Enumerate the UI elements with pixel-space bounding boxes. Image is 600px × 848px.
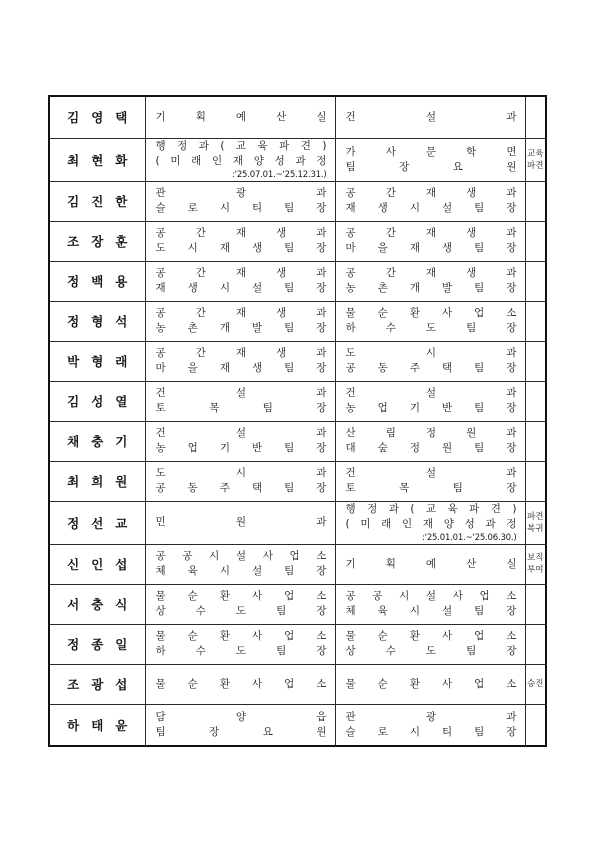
- new-post-cell: [335, 96, 525, 138]
- employee-name: 하 태 윤: [67, 717, 128, 733]
- employee-name: 신 인 섭: [67, 557, 128, 572]
- name-cell: [49, 301, 145, 341]
- previous-post-cell: [145, 624, 335, 664]
- employee-name: 채 충 기: [67, 434, 128, 449]
- employee-name: 정 형 석: [67, 314, 128, 329]
- new-post-line: 마 을 재 생 팀 장: [345, 242, 517, 254]
- name-cell: [49, 544, 145, 584]
- new-post-line: 물 순 환 사 업 소: [345, 630, 517, 642]
- new-post-line: 행 정 과 ( 교 육 파 견 ): [345, 502, 517, 515]
- name-cell: [49, 221, 145, 261]
- new-post-cell: [335, 624, 525, 664]
- previous-post-cell: [145, 381, 335, 421]
- name-cell: [49, 138, 145, 181]
- previous-post-line: 토 목 팀 장: [155, 402, 327, 414]
- previous-post-cell: [145, 341, 335, 381]
- new-post-line: 물 순 환 사 업 소: [345, 677, 517, 690]
- new-post-line: 상 수 도 팀 장: [345, 645, 517, 657]
- remark-text: 보직 부여: [527, 553, 544, 575]
- name-cell: [49, 341, 145, 381]
- previous-post-line: 마 을 재 생 팀 장: [155, 362, 327, 374]
- new-post-cell: [335, 381, 525, 421]
- employee-name: 김 영 택: [67, 110, 128, 126]
- remark-cell: [525, 138, 546, 181]
- previous-post-cell: [145, 501, 335, 544]
- new-post-line: 가 사 문 학 면: [345, 145, 517, 158]
- employee-name: 정 선 교: [67, 515, 128, 531]
- new-post-cell: [335, 181, 525, 221]
- new-post-line: 물 순 환 사 업 소: [345, 307, 517, 319]
- previous-post-line: 농 촌 개 발 팀 장: [155, 322, 327, 334]
- previous-post-line: 하 수 도 팀 장: [155, 645, 327, 657]
- table-row: [49, 341, 546, 381]
- table-row: [49, 704, 546, 746]
- name-cell: [49, 704, 145, 746]
- table-row: [49, 261, 546, 301]
- table-row: [49, 381, 546, 421]
- employee-name: 최 희 원: [67, 474, 128, 489]
- new-post-line: 팀 장 요 원: [345, 160, 517, 173]
- name-cell: [49, 584, 145, 624]
- employee-name: 박 형 래: [67, 354, 128, 369]
- previous-post-line: 관 광 과: [155, 187, 327, 199]
- employee-name: 조 장 훈: [67, 234, 128, 249]
- table-row: [49, 501, 546, 544]
- previous-post-cell: [145, 96, 335, 138]
- previous-post-line: 기 획 예 산 실: [155, 110, 327, 123]
- table-row: [49, 221, 546, 261]
- table-row: [49, 301, 546, 341]
- table-row: [49, 544, 546, 584]
- previous-post-cell: [145, 221, 335, 261]
- remark-cell: [525, 221, 546, 261]
- new-post-cell: [335, 544, 525, 584]
- previous-post-cell: [145, 544, 335, 584]
- previous-post-line: 도 시 과: [155, 467, 327, 479]
- previous-post-line: 농 업 기 반 팀 장: [155, 442, 327, 454]
- employee-name: 서 충 식: [67, 597, 128, 612]
- remark-text: 파견 복귀: [527, 511, 544, 534]
- previous-post-cell: [145, 584, 335, 624]
- new-post-line: 공 동 주 택 팀 장: [345, 362, 517, 374]
- previous-post-line: 공 공 시 설 사 업 소: [155, 550, 327, 562]
- previous-post-cell: [145, 138, 335, 181]
- previous-post-line: 공 간 재 생 과: [155, 347, 327, 359]
- name-cell: [49, 421, 145, 461]
- previous-post-line: 건 설 과: [155, 427, 327, 439]
- personnel-table: [48, 95, 547, 747]
- remark-cell: [525, 181, 546, 221]
- previous-post-line: 상 수 도 팀 장: [155, 605, 327, 617]
- new-post-line: 건 설 과: [345, 467, 517, 479]
- previous-post-line: 도 시 재 생 팀 장: [155, 242, 327, 254]
- new-post-line: 기 획 예 산 실: [345, 557, 517, 570]
- new-post-cell: [335, 704, 525, 746]
- dispatch-period: :'25.07.01.~'25.12.31.): [232, 169, 327, 180]
- remark-cell: [525, 624, 546, 664]
- previous-post-cell: [145, 261, 335, 301]
- remark-cell: [525, 704, 546, 746]
- previous-post-cell: [145, 664, 335, 704]
- new-post-line: 체 육 시 설 팀 장: [345, 605, 517, 617]
- remark-cell: [525, 461, 546, 501]
- new-post-cell: [335, 261, 525, 301]
- previous-post-line: 건 설 과: [155, 387, 327, 399]
- new-post-line: 공 간 재 생 과: [345, 227, 517, 239]
- previous-post-cell: [145, 461, 335, 501]
- previous-post-line: 물 순 환 사 업 소: [155, 677, 327, 690]
- table-row: [49, 421, 546, 461]
- employee-name: 최 현 화: [67, 152, 128, 168]
- previous-post-line: 재 생 시 설 팀 장: [155, 282, 327, 294]
- new-post-cell: [335, 341, 525, 381]
- new-post-cell: [335, 301, 525, 341]
- new-post-line: 재 생 시 설 팀 장: [345, 202, 517, 214]
- name-cell: [49, 501, 145, 544]
- remark-cell: [525, 341, 546, 381]
- table-row: [49, 138, 546, 181]
- new-post-line: 건 설 과: [345, 387, 517, 399]
- name-cell: [49, 461, 145, 501]
- employee-name: 김 진 한: [67, 194, 128, 209]
- previous-post-line: 물 순 환 사 업 소: [155, 630, 327, 642]
- new-post-cell: [335, 664, 525, 704]
- previous-post-line: 공 간 재 생 과: [155, 227, 327, 239]
- name-cell: [49, 181, 145, 221]
- new-post-line: 하 수 도 팀 장: [345, 322, 517, 334]
- table-row: [49, 181, 546, 221]
- name-cell: [49, 664, 145, 704]
- previous-post-line: 행 정 과 ( 교 육 파 견 ): [155, 139, 327, 152]
- previous-post-cell: [145, 181, 335, 221]
- new-post-cell: [335, 221, 525, 261]
- previous-post-line: 민 원 과: [155, 516, 327, 528]
- remark-cell: [525, 301, 546, 341]
- remark-text: 교육 파견: [527, 148, 544, 171]
- table-row: [49, 624, 546, 664]
- dispatch-period: :'25.01.01.~'25.06.30.): [422, 532, 517, 543]
- previous-post-line: 체 육 시 설 팀 장: [155, 565, 327, 577]
- remark-cell: [525, 501, 546, 544]
- previous-post-line: 공 간 재 생 과: [155, 307, 327, 319]
- previous-post-line: 물 순 환 사 업 소: [155, 590, 327, 602]
- previous-post-cell: [145, 704, 335, 746]
- table-row: [49, 96, 546, 138]
- new-post-line: 토 목 팀 장: [345, 482, 517, 494]
- table-row: [49, 664, 546, 704]
- new-post-line: 도 시 과: [345, 347, 517, 359]
- new-post-cell: [335, 421, 525, 461]
- previous-post-line: 팀 장 요 원: [155, 725, 327, 738]
- new-post-line: 농 업 기 반 팀 장: [345, 402, 517, 414]
- new-post-line: ( 미 래 인 재 양 성 과 정: [345, 517, 517, 530]
- new-post-cell: [335, 138, 525, 181]
- new-post-line: 공 간 재 생 과: [345, 267, 517, 279]
- remark-cell: [525, 261, 546, 301]
- previous-post-cell: [145, 301, 335, 341]
- remark-cell: [525, 421, 546, 461]
- new-post-line: 대 숲 정 원 팀 장: [345, 442, 517, 454]
- previous-post-line: 공 간 재 생 과: [155, 267, 327, 279]
- name-cell: [49, 624, 145, 664]
- remark-cell: [525, 381, 546, 421]
- remark-cell: [525, 544, 546, 584]
- table-row: [49, 461, 546, 501]
- name-cell: [49, 381, 145, 421]
- employee-name: 정 종 일: [67, 637, 128, 652]
- new-post-cell: [335, 501, 525, 544]
- new-post-line: 건 설 과: [345, 110, 517, 123]
- remark-cell: [525, 96, 546, 138]
- new-post-line: 농 촌 개 발 팀 장: [345, 282, 517, 294]
- new-post-cell: [335, 584, 525, 624]
- employee-name: 정 백 용: [67, 274, 128, 289]
- previous-post-line: 공 동 주 택 팀 장: [155, 482, 327, 494]
- new-post-line: 공 공 시 설 사 업 소: [345, 590, 517, 602]
- new-post-cell: [335, 461, 525, 501]
- previous-post-line: 슬 로 시 티 팀 장: [155, 202, 327, 214]
- new-post-line: 슬 로 시 티 팀 장: [345, 725, 517, 738]
- name-cell: [49, 261, 145, 301]
- employee-name: 조 광 섭: [67, 677, 128, 692]
- previous-post-line: 담 양 읍: [155, 710, 327, 723]
- previous-post-cell: [145, 421, 335, 461]
- table-row: [49, 584, 546, 624]
- new-post-line: 공 간 재 생 과: [345, 187, 517, 199]
- employee-name: 김 성 열: [67, 394, 128, 409]
- previous-post-line: ( 미 래 인 재 양 성 과 정: [155, 154, 327, 167]
- new-post-line: 관 광 과: [345, 710, 517, 723]
- new-post-line: 산 림 정 원 과: [345, 427, 517, 439]
- remark-text: 승진: [527, 679, 544, 689]
- name-cell: [49, 96, 145, 138]
- remark-cell: [525, 584, 546, 624]
- remark-cell: [525, 664, 546, 704]
